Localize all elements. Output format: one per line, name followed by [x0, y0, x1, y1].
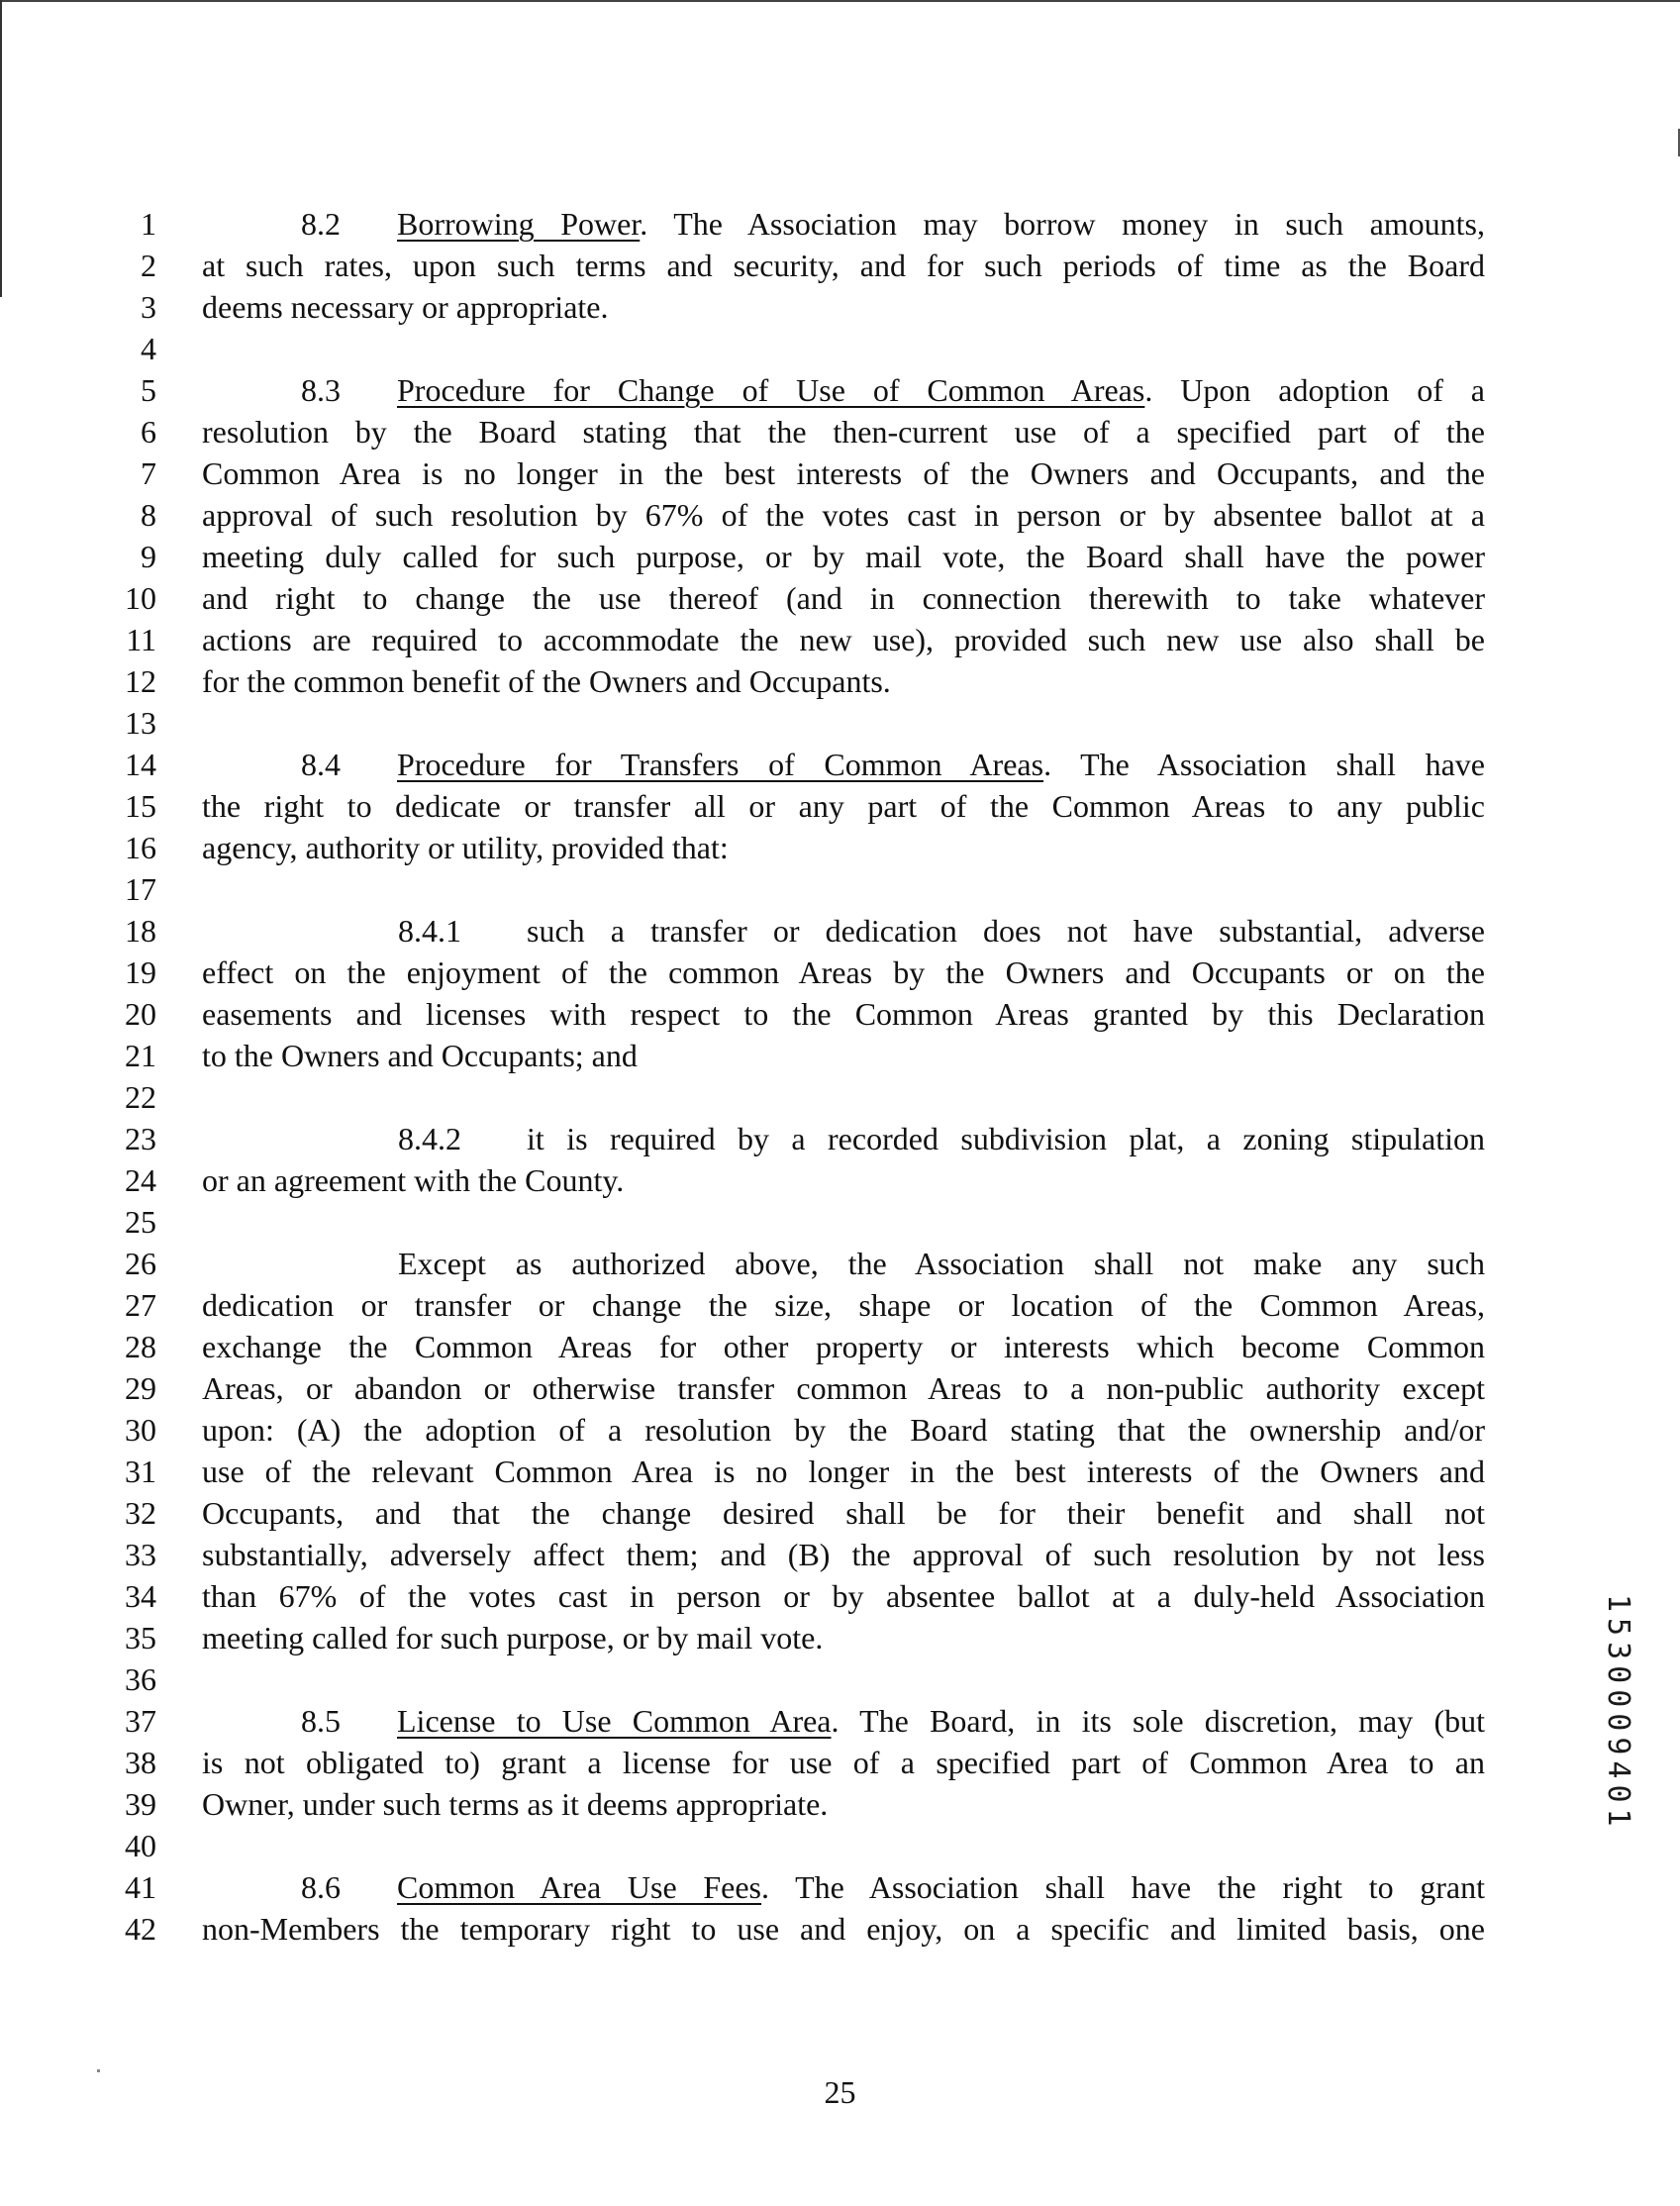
scan-top-border [0, 0, 1680, 2]
subsection-number: 8.4.2 [398, 1121, 461, 1156]
line-number: 27 [125, 1287, 156, 1323]
section-8-2-line-1: 8.2 Borrowing Power. The Association may borrow money in such amounts, [202, 203, 1485, 245]
body-line: to the Owners and Occupants; and [202, 1038, 638, 1073]
blank-line [202, 1201, 1485, 1243]
line-number: 21 [125, 1038, 156, 1073]
line-number: 18 [125, 913, 156, 949]
section-8-4-1-line-1: 8.4.1 such a transfer or dedication does not have substantial, adverse [202, 910, 1485, 952]
blank-line [202, 1658, 1485, 1700]
page-number: 25 [824, 2074, 856, 2110]
line-number: 20 [125, 996, 156, 1032]
scan-left-border [0, 0, 2, 297]
section-number: 8.6 [301, 1869, 341, 1905]
line-number: 29 [125, 1370, 156, 1406]
section-number: 8.2 [301, 206, 341, 242]
line-number: 28 [125, 1329, 156, 1364]
blank-line [202, 1076, 1485, 1118]
section-8-4-2-line-1: 8.4.2 it is required by a recorded subdivision plat, a zoning stipulation [202, 1118, 1485, 1159]
line-number: 22 [125, 1079, 156, 1115]
blank-line [202, 1825, 1485, 1866]
body-line: than 67% of the votes cast in person or by absentee ballot at a duly-held Association [202, 1578, 1485, 1614]
line-number: 14 [125, 747, 156, 782]
body-line: Occupants, and that the change desired shall be for their benefit and shall not [202, 1495, 1485, 1531]
line-number: 15 [125, 788, 156, 824]
body-line: substantially, adversely affect them; and (B) the approval of such resolution by not less [202, 1537, 1485, 1572]
line-number: 37 [125, 1703, 156, 1739]
line-number: 24 [125, 1162, 156, 1198]
body-line: deems necessary or appropriate. [202, 289, 609, 325]
section-8-5-line-1: 8.5 License to Use Common Area. The Board, in its sole discretion, may (but [202, 1700, 1485, 1742]
body-line: and right to change the use thereof (and in connection therewith to take whatever [202, 580, 1485, 616]
line-number: 19 [125, 954, 156, 990]
line-number: 8 [141, 497, 156, 533]
section-number: 8.4 [301, 747, 341, 782]
body-line: dedication or transfer or change the size, shape or location of the Common Areas, [202, 1287, 1485, 1323]
body-line: or an agreement with the County. [202, 1162, 625, 1198]
section-8-4-line-1: 8.4 Procedure for Transfers of Common Areas. The Association shall have [202, 744, 1485, 785]
line-number: 38 [125, 1745, 156, 1780]
body-line: meeting duly called for such purpose, or by mail vote, the Board shall have the power [202, 539, 1485, 574]
line-number: 23 [125, 1121, 156, 1156]
section-heading: Procedure for Transfers of Common Areas [397, 747, 1044, 782]
body-line: use of the relevant Common Area is no longer in the best interests of the Owners and [202, 1454, 1485, 1489]
line-number: 25 [125, 1204, 156, 1240]
line-number: 32 [125, 1495, 156, 1531]
section-8-3-line-1: 8.3 Procedure for Change of Use of Common Areas. Upon adoption of a [202, 369, 1485, 411]
line-number: 41 [125, 1869, 156, 1905]
section-number: 8.3 [301, 372, 341, 408]
line-number: 33 [125, 1537, 156, 1572]
line-number: 11 [126, 622, 156, 657]
body-line: upon: (A) the adoption of a resolution by the Board stating that the ownership and/or [202, 1412, 1485, 1448]
body-line: meeting called for such purpose, or by mail vote. [202, 1620, 824, 1655]
line-number: 2 [141, 248, 156, 283]
document-body [202, 203, 1485, 1950]
body-line: the right to dedicate or transfer all or any part of the Common Areas to any public [202, 788, 1485, 824]
line-number: 31 [125, 1454, 156, 1489]
line-number: 16 [125, 830, 156, 865]
line-number: 42 [125, 1911, 156, 1947]
body-line: effect on the enjoyment of the common Areas by the Owners and Occupants or on the [202, 954, 1485, 990]
body-line: Areas, or abandon or otherwise transfer common Areas to a non-public authority except [202, 1370, 1485, 1406]
line-number: 12 [125, 663, 156, 699]
blank-line [202, 328, 1485, 369]
line-number: 6 [141, 414, 156, 450]
line-number: 4 [141, 331, 156, 366]
blank-line [202, 868, 1485, 910]
body-line: for the common benefit of the Owners and Occupants. [202, 663, 891, 699]
line-number: 17 [125, 871, 156, 907]
section-8-6-line-1: 8.6 Common Area Use Fees. The Association shall have the right to grant [202, 1866, 1485, 1908]
body-line: easements and licenses with respect to the Common Areas granted by this Declaration [202, 996, 1485, 1032]
body-line: agency, authority or utility, provided that: [202, 830, 729, 865]
body-line: at such rates, upon such terms and security, and for such periods of time as the Board [202, 248, 1485, 283]
subsection-number: 8.4.1 [398, 913, 461, 949]
recording-stamp: 1530009401 [1601, 1594, 1635, 1833]
line-number: 13 [125, 705, 156, 741]
body-line: resolution by the Board stating that the then-current use of a specified part of the [202, 414, 1485, 450]
body-line: actions are required to accommodate the new use), provided such new use also shall be [202, 622, 1485, 657]
except-paragraph-line-1: Except as authorized above, the Association shall not make any such [398, 1246, 1485, 1281]
line-number: 9 [141, 539, 156, 574]
body-line: approval of such resolution by 67% of the votes cast in person or by absentee ballot at a [202, 497, 1485, 533]
scan-speck [97, 2069, 100, 2072]
line-number: 40 [125, 1828, 156, 1863]
line-number: 3 [141, 289, 156, 325]
body-line: non-Members the temporary right to use and enjoy, on a specific and limited basis, one [202, 1911, 1485, 1947]
blank-line [202, 702, 1485, 744]
line-number: 26 [125, 1246, 156, 1281]
line-number: 5 [141, 372, 156, 408]
line-number: 35 [125, 1620, 156, 1655]
line-number: 7 [141, 455, 156, 491]
section-heading: Borrowing Power [397, 206, 641, 242]
line-number: 34 [125, 1578, 156, 1614]
line-number: 39 [125, 1786, 156, 1822]
body-line: is not obligated to) grant a license for use of a specified part of Common Area to an [202, 1745, 1485, 1780]
line-number: 36 [125, 1661, 156, 1697]
section-heading: Common Area Use Fees [397, 1869, 762, 1905]
body-line: exchange the Common Areas for other property or interests which become Common [202, 1329, 1485, 1364]
line-number: 10 [125, 580, 156, 616]
section-number: 8.5 [301, 1703, 341, 1739]
line-number-gutter [109, 203, 156, 1950]
line-number: 30 [125, 1412, 156, 1448]
line-number: 1 [141, 206, 156, 242]
section-heading: License to Use Common Area [397, 1703, 832, 1739]
body-line: Common Area is no longer in the best interests of the Owners and Occupants, and the [202, 455, 1485, 491]
body-line: Owner, under such terms as it deems appropriate. [202, 1786, 829, 1822]
section-heading: Procedure for Change of Use of Common Areas [397, 372, 1145, 408]
